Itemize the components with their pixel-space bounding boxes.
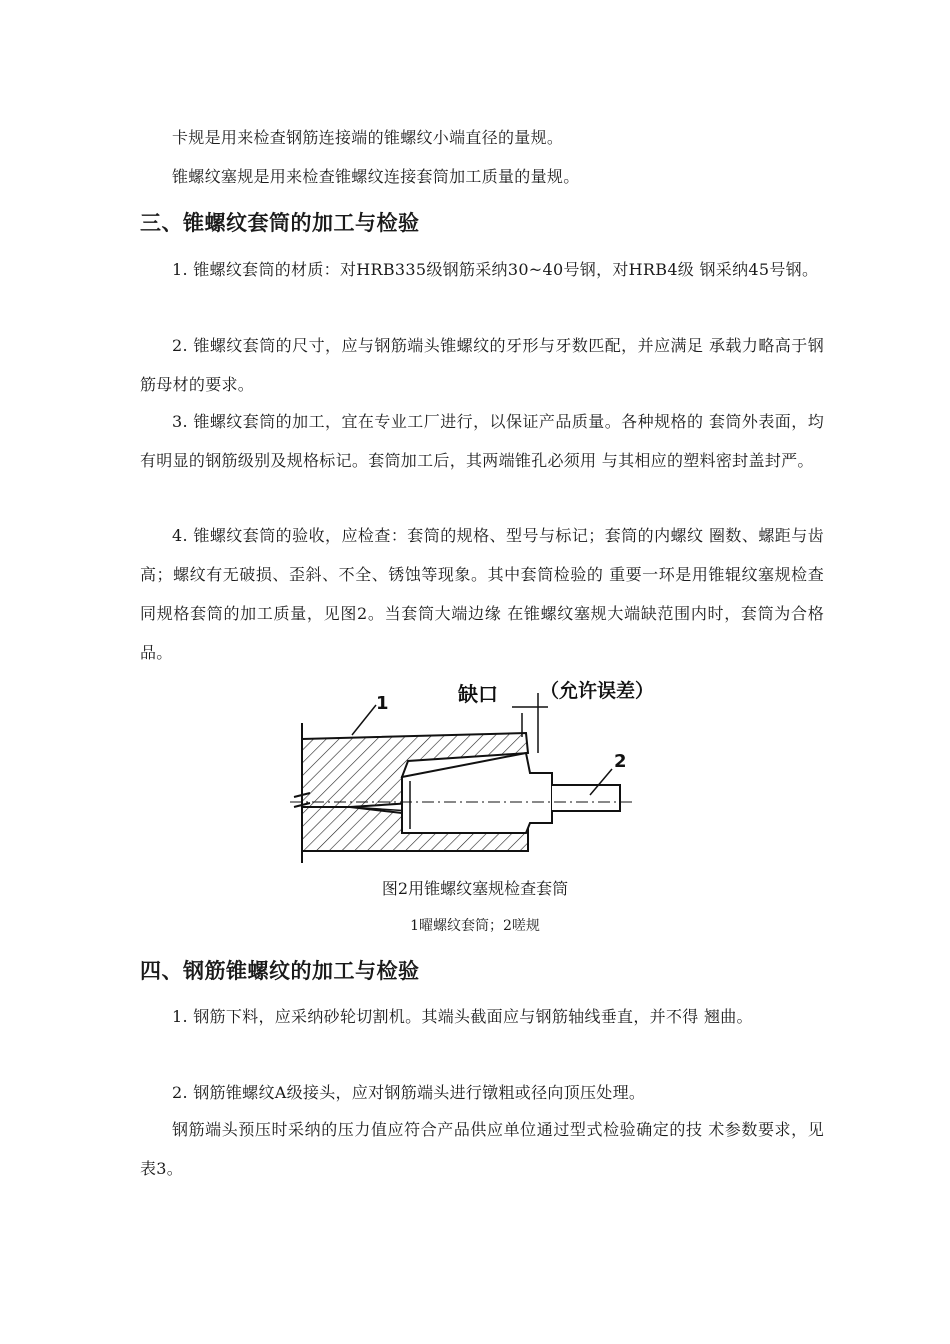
- figure-2-diagram: [290, 673, 670, 868]
- section-4-paragraph-3: 钢筋端头预压时采纳的压力值应符合产品供应单位通过型式检验确定的技 术参数要求，见表3。: [140, 1120, 824, 1178]
- section-4-heading: 四、钢筋锥螺纹的加工与检验: [140, 958, 420, 983]
- part-2-label: 2: [614, 751, 627, 772]
- part-1-label: 1: [376, 693, 389, 714]
- figure-2-caption: 图2用锥螺纹塞规检查套筒: [381, 879, 569, 898]
- paragraph-caliper-gauge: 卡规是用来检查钢筋连接端的锥螺纹小端直径的量规。: [172, 128, 564, 147]
- section-3-heading: 三、锥螺纹套筒的加工与检验: [140, 210, 420, 235]
- section-3-item-1: 1. 锥螺纹套筒的材质：对HRB335级钢筋采纳30~40号钢，对HRB4级 钢采纳45号钢。: [172, 260, 819, 279]
- figure-2-legend: 1曜螺纹套筒；2嗟规: [410, 918, 540, 934]
- section-4-item-2: 2. 钢筋锥螺纹A级接头，应对钢筋端头进行镦粗或径向顶压处理。: [172, 1083, 646, 1102]
- leader-line-1: [352, 705, 376, 735]
- section-4-item-1: 1. 钢筋下料，应采纳砂轮切割机。其端头截面应与钢筋轴线垂直，并不得 翘曲。: [172, 1007, 753, 1026]
- notch-label: 缺口: [458, 682, 498, 706]
- tolerance-label: （允许误差）: [540, 680, 655, 702]
- section-3-item-3: 3. 锥螺纹套筒的加工，宜在专业工厂进行，以保证产品质量。各种规格的 套筒外表面，均有明显的钢筋级别及规格标记。套筒加工后，其两端锥孔必须用 与其相应的塑料密封盖封严。: [140, 412, 824, 470]
- section-3-item-4: 4. 锥螺纹套筒的验收，应检查：套筒的规格、型号与标记；套筒的内螺纹 圈数、螺距与齿高；螺纹有无破损、歪斜、不全、锈蚀等现象。其中套筒检验的 重要一环是用锥辊纹塞规检查同规格套筒的加工质量，见图2。当套筒大端边缘 在锥螺纹塞规大端缺范围内时，套筒为合格品。: [140, 526, 824, 662]
- section-3-item-2: 2. 锥螺纹套筒的尺寸，应与钢筋端头锥螺纹的牙形与牙数匹配，并应满足 承载力略高于钢筋母材的要求。: [140, 336, 824, 394]
- plug-gauge-shape: [402, 753, 620, 833]
- paragraph-plug-gauge: 锥螺纹塞规是用来检查锥螺纹连接套筒加工质量的量规。: [172, 167, 580, 186]
